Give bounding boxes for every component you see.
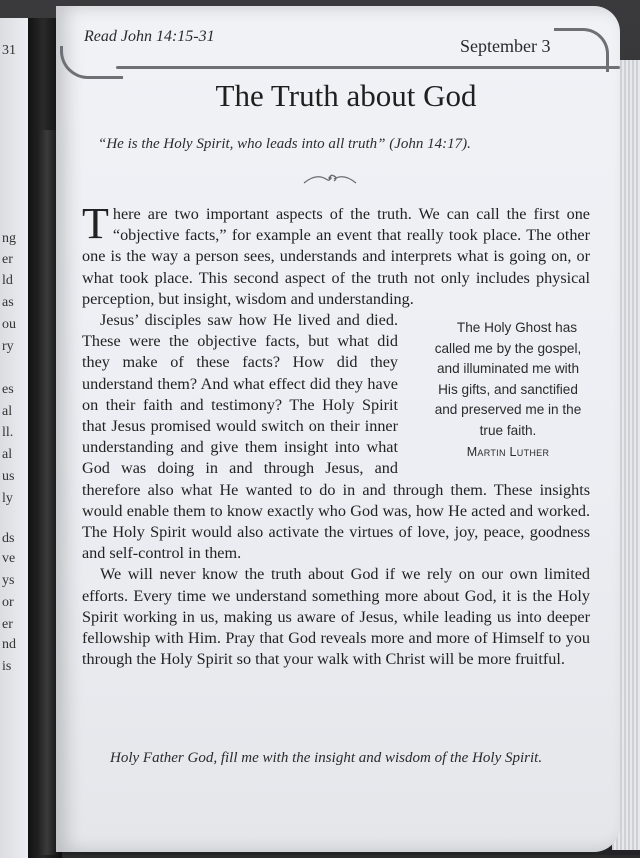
key-verse: “He is the Holy Spirit, who leads into all truth” (John 14:17).: [98, 136, 471, 152]
page-date: September 3: [460, 36, 551, 56]
left-page-line-fragment: ve: [2, 551, 16, 566]
left-page-line-fragment: is: [2, 659, 12, 674]
paragraph-1-text: here are two important aspects of the truth. We can call the first one “objective facts,” for example an event that really took place. The other one is the way a person sees, understands and interprets what is going on, or what took place. This second aspect of the truth not only includes physical perception, but insight, wisdom and understanding.: [82, 205, 590, 308]
left-page-line-fragment: ld: [2, 273, 13, 288]
left-page-line-fragment: es: [2, 382, 14, 397]
left-page-line-fragment: us: [2, 469, 15, 484]
left-page-line-fragment: ry: [2, 339, 14, 354]
header-rule-right-curve: [554, 28, 609, 72]
paragraph-1: [82, 199, 590, 310]
left-page-line-fragment: al: [2, 404, 13, 419]
left-page-line-fragment: ng: [2, 231, 16, 246]
left-page-line-fragment: as: [2, 295, 14, 310]
left-page-line-fragment: ds: [2, 531, 15, 546]
paragraph-3: We will never know the truth about God if we rely on our own limited efforts. Every time we understand something more about God, it is the Holy Spirit working in us, making us aware of Jesus, while leading us into deeper fellowship with Him. Pray that God reveals more and more of Himself to you through the Holy Spirit so that your walk with Christ will be more fruitful.: [82, 565, 590, 669]
paragraph-2-text: Jesus’ disciples saw how He lived and died. These were the objective facts, but what did they make of these facts? How did they understand them? And what effect did they have on their faith and testimony? The Holy Spirit that Jesus promised would switch on their inner understanding and give them insight into what God was doing in and through Jesus, and therefore also what He wanted to do in and through them. These insights would enable them to know exactly who God was, how He acted and worked. The Holy Spirit would also activate the virtues of love, joy, peace, goodness and self-control in them.: [82, 311, 590, 563]
sidebar-quote-text: The Holy Ghost has called me by the gospel, and illuminated me with His gifts, and sanctified and preserved me in the true faith.: [434, 320, 582, 438]
right-page: [56, 6, 620, 852]
left-page-line-fragment: er: [2, 252, 13, 267]
scripture-reading: Read John 14:15-31: [84, 28, 215, 45]
scroll-flourish-icon: [302, 171, 358, 187]
bookmark-ribbon: [36, 130, 58, 855]
left-page-line-fragment: nd: [2, 637, 16, 652]
drop-cap: T: [82, 199, 109, 248]
header-rule-left-curve: [60, 46, 123, 79]
left-page-number: 31: [2, 43, 16, 58]
left-page-line-fragment: al: [2, 447, 13, 462]
left-page-line-fragment: ys: [2, 573, 15, 588]
sidebar-quote: [426, 318, 590, 462]
devotion-body: [82, 199, 590, 670]
paragraph-2: [82, 310, 590, 564]
sidebar-quote-author: Martin Luther: [466, 444, 550, 459]
left-page-line-fragment: ou: [2, 317, 16, 332]
left-page-line-fragment: er: [2, 617, 13, 632]
closing-prayer: Holy Father God, fill me with the insight and wisdom of the Holy Spirit.: [110, 750, 543, 766]
header-rule: [116, 66, 620, 69]
left-page-line-fragment: ly: [2, 491, 13, 506]
left-page-line-fragment: ll.: [2, 425, 14, 440]
left-page-line-fragment: or: [2, 595, 14, 610]
page-title: The Truth about God: [215, 78, 477, 113]
